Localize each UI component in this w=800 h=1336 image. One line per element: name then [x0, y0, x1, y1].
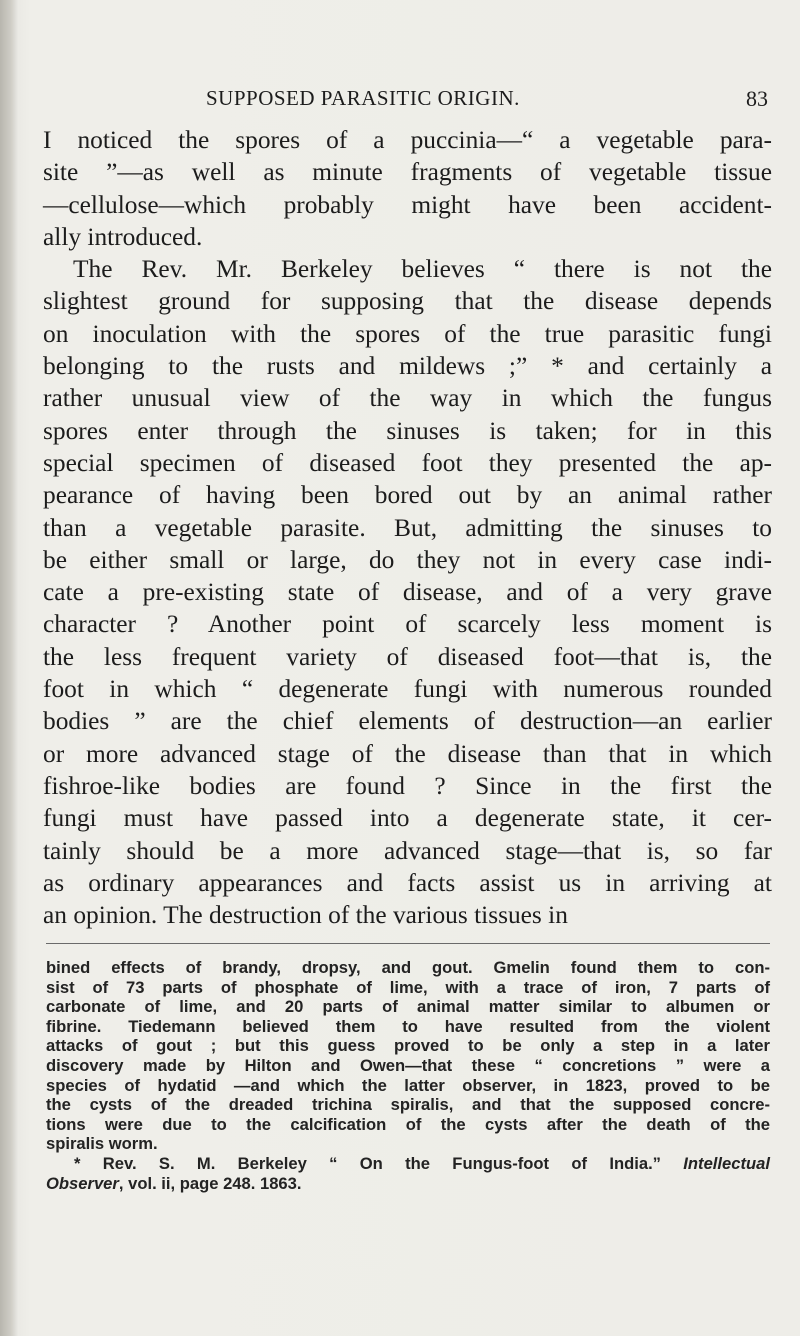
footnote-reference-continuation	[46, 1174, 770, 1194]
footnote-divider	[46, 943, 770, 944]
page-header	[0, 86, 800, 116]
footnote-reference	[46, 1154, 770, 1174]
text-line: or more advanced stage of the disease than that in which	[43, 739, 772, 768]
page-number: 83	[746, 86, 768, 111]
text-line: ally introduced.	[43, 222, 203, 251]
journal-continuation: Observer, vol. ii, page 248. 1863.	[46, 1173, 302, 1193]
text-line: belonging to the rusts and mildews ;” * and certainly a	[43, 352, 772, 381]
text-line: fungi must have passed into a degenerate state, it cer-	[43, 804, 772, 833]
footnotes	[46, 958, 770, 1193]
text-line: slightest ground for supposing that the disease depends	[43, 287, 772, 316]
footnote-line: the cysts of the dreaded trichina spiralis, and that the supposed concre-	[46, 1095, 770, 1115]
footnote-line: species of hydatid —and which the latter observer, in 1823, proved to be	[46, 1075, 770, 1095]
text-line: foot in which “ degenerate fungi with numerous rounded	[43, 675, 772, 704]
text-line: fishroe-like bodies are found ? Since in the first the	[43, 771, 772, 800]
text-line: as ordinary appearances and facts assist us in arriving at	[43, 868, 772, 897]
binding-edge	[0, 0, 18, 1336]
text-line: cate a pre-existing state of disease, and of a very grave	[43, 578, 772, 607]
footnote-line: attacks of gout ; but this guess proved to be only a step in a later	[46, 1036, 770, 1056]
text-line: —cellulose—which probably might have been accident-	[43, 190, 772, 219]
text-line: the less frequent variety of diseased foot—that is, the	[43, 642, 772, 671]
main-text	[43, 124, 772, 931]
footnote-line: discovery made by Hilton and Owen—that these “ concretions ” were a	[46, 1055, 770, 1075]
text-line: I noticed the spores of a puccinia—“ a vegetable para-	[43, 126, 772, 154]
footnote-line: tions were due to the calcification of the cysts after the death of the	[46, 1114, 770, 1134]
text-line: spores enter through the sinuses is taken; for in this	[43, 416, 772, 445]
text-line: an opinion. The destruction of the various tissues in	[43, 901, 568, 930]
text-line: tainly should be a more advanced stage—that is, so far	[43, 836, 772, 865]
text-line: character ? Another point of scarcely less moment is	[43, 610, 772, 639]
text-line: The Rev. Mr. Berkeley believes “ there is not the	[73, 255, 772, 284]
text-line: bodies ” are the chief elements of destruction—an earlier	[43, 707, 772, 736]
text-line: pearance of having been bored out by an animal rather	[43, 481, 772, 510]
text-line: special specimen of diseased foot they presented the ap-	[43, 448, 772, 477]
text-line: be either small or large, do they not in every case indi-	[43, 545, 772, 574]
text-line: than a vegetable parasite. But, admitting the sinuses to	[43, 513, 772, 542]
footnote-line: bined effects of brandy, dropsy, and gout. Gmelin found them to con-	[46, 958, 770, 977]
footnote-line: fibrine. Tiedemann believed them to have resulted from the violent	[46, 1016, 770, 1036]
footnote-reference-text: * Rev. S. M. Berkeley “ On the Fungus-foot of India.”	[74, 1153, 661, 1173]
text-line: site ”—as well as minute fragments of vegetable tissue	[43, 158, 772, 187]
journal-title: Intellectual	[683, 1153, 770, 1173]
running-title: SUPPOSED PARASITIC ORIGIN.	[206, 86, 520, 110]
footnote-line: sist of 73 parts of phosphate of lime, with a trace of iron, 7 parts of	[46, 977, 770, 997]
text-line: rather unusual view of the way in which the fungus	[43, 384, 772, 413]
footnote-line: spiralis worm.	[46, 1134, 158, 1154]
text-line: on inoculation with the spores of the true parasitic fungi	[43, 319, 772, 348]
footnote-line: carbonate of lime, and 20 parts of animal matter similar to albumen or	[46, 997, 770, 1017]
